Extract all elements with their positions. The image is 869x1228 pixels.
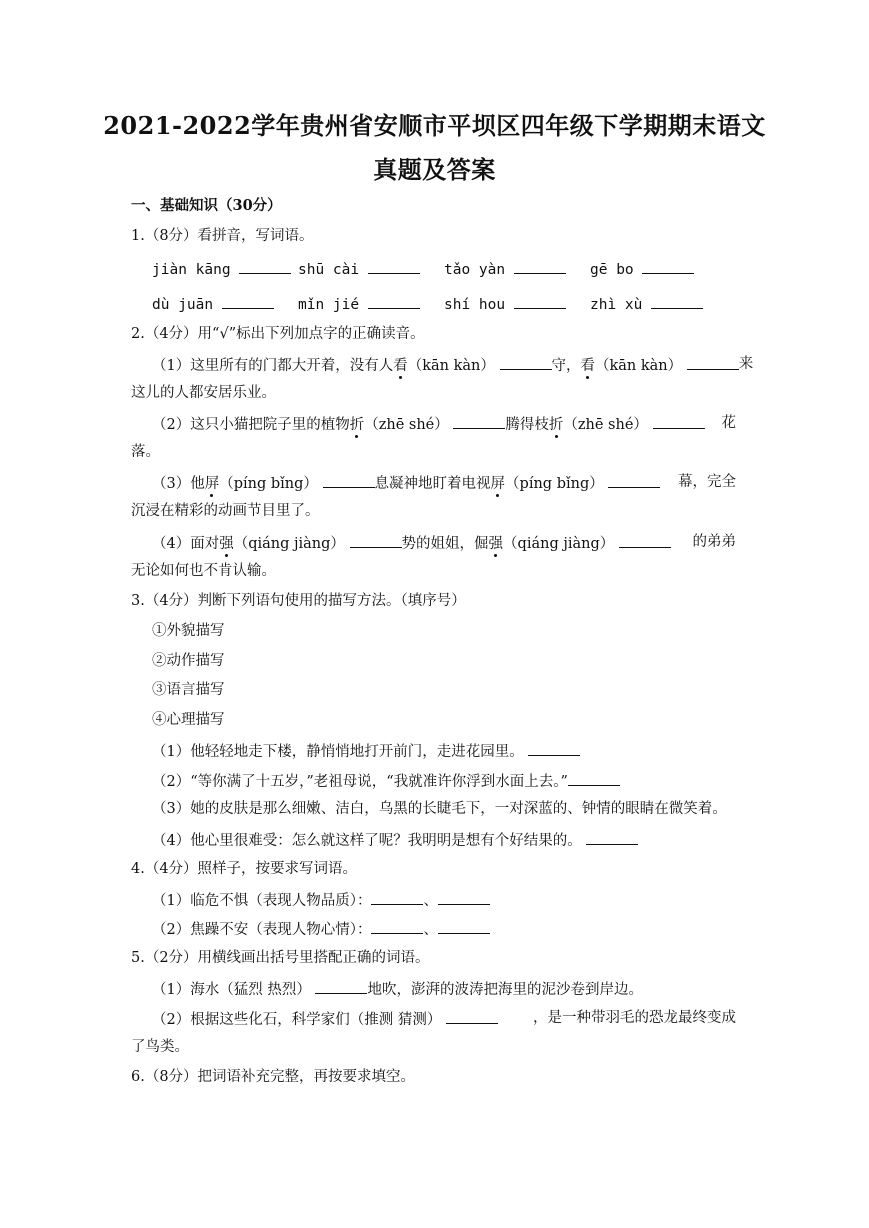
answer-blank[interactable] bbox=[446, 1008, 498, 1024]
answer-blank[interactable] bbox=[371, 918, 423, 934]
answer-blank[interactable] bbox=[222, 293, 274, 309]
option-item: ③语言描写 bbox=[152, 682, 225, 698]
dotted-char: 强 bbox=[219, 536, 234, 552]
answer-blank[interactable] bbox=[608, 472, 660, 488]
pinyin-item: gē bo bbox=[590, 258, 694, 280]
pinyin-item: tǎo yàn bbox=[444, 258, 566, 280]
question-2-stem: 2.（4分）用“√”标出下列加点字的正确读音。 bbox=[131, 326, 425, 342]
pinyin-item: zhì xù bbox=[590, 293, 703, 315]
page-title-line-2: 真题及答案 bbox=[373, 155, 496, 184]
q2-part-1-cont: 这儿的人都安居乐业。 bbox=[131, 385, 276, 401]
answer-blank[interactable] bbox=[239, 258, 291, 274]
answer-blank[interactable] bbox=[651, 293, 703, 309]
q2-part-4: （4）面对强（qiáng jiàng） 势的姐姐，倔强（qiáng jiàng） 的弟弟 bbox=[152, 534, 736, 552]
answer-blank[interactable] bbox=[368, 258, 420, 274]
q2-part-1: （1）这里所有的门都大开着，没有人看（kān kàn） 守，看（kān kàn） 来 bbox=[152, 356, 754, 374]
pinyin-item: dù juān bbox=[152, 293, 274, 315]
answer-blank[interactable] bbox=[514, 258, 566, 274]
option-item: ④心理描写 bbox=[152, 712, 225, 728]
answer-blank[interactable] bbox=[653, 413, 705, 429]
dotted-char: 看 bbox=[580, 358, 595, 374]
answer-blank[interactable] bbox=[350, 532, 402, 548]
answer-blank[interactable] bbox=[514, 293, 566, 309]
pinyin-item: mǐn jié bbox=[298, 293, 420, 315]
answer-blank[interactable] bbox=[586, 829, 638, 845]
answer-blank[interactable] bbox=[438, 889, 490, 905]
question-5-stem: 5.（2分）用横线画出括号里搭配正确的词语。 bbox=[131, 950, 430, 966]
q3-item: （4）他心里很难受：怎么就这样了呢？我明明是想有个好结果的。 bbox=[152, 829, 638, 851]
q4-item: （2）焦躁不安（表现人物心情）： 、 bbox=[152, 918, 490, 940]
answer-blank[interactable] bbox=[453, 413, 505, 429]
pinyin-item: shí hou bbox=[444, 293, 566, 315]
dotted-char: 看 bbox=[393, 358, 408, 374]
option-item: ①外貌描写 bbox=[152, 623, 225, 639]
q3-item: （2）“等你满了十五岁，”老祖母说，“我就准许你浮到水面上去。” bbox=[152, 770, 620, 792]
q2-part-4-cont: 无论如何也不肯认输。 bbox=[131, 563, 276, 579]
option-item: ②动作描写 bbox=[152, 653, 225, 669]
dotted-char: 屏 bbox=[204, 476, 220, 492]
q5-item: （2）根据这些化石，科学家们（推测 猜测） ，是一种带羽毛的恐龙最终变成 bbox=[152, 1010, 736, 1028]
answer-blank[interactable] bbox=[568, 770, 620, 786]
answer-blank[interactable] bbox=[687, 354, 739, 370]
answer-blank[interactable] bbox=[642, 258, 694, 274]
question-4-stem: 4.（4分）照样子，按要求写词语。 bbox=[131, 861, 358, 877]
q4-item: （1）临危不惧（表现人物品质）： 、 bbox=[152, 889, 490, 911]
q2-part-2-cont: 落。 bbox=[131, 444, 160, 460]
answer-blank[interactable] bbox=[323, 472, 375, 488]
dotted-char: 折 bbox=[349, 417, 365, 433]
q2-part-2: （2）这只小猫把院子里的植物折（zhē shé） 腾得枝折（zhē shé） 花 bbox=[152, 415, 736, 433]
section-heading: 一、基础知识（30分） bbox=[131, 197, 282, 214]
dotted-char: 折 bbox=[548, 417, 564, 433]
pinyin-item: jiàn kāng bbox=[152, 258, 291, 280]
q5-item-cont: 了鸟类。 bbox=[131, 1039, 189, 1055]
question-6-stem: 6.（8分）把词语补充完整，再按要求填空。 bbox=[131, 1069, 416, 1085]
answer-blank[interactable] bbox=[528, 740, 580, 756]
dotted-char: 屏 bbox=[490, 476, 506, 492]
answer-blank[interactable] bbox=[368, 293, 420, 309]
answer-blank[interactable] bbox=[500, 354, 552, 370]
answer-blank[interactable] bbox=[438, 918, 490, 934]
q5-item: （1）海水（猛烈 热烈） 地吹，澎湃的波涛把海里的泥沙卷到岸边。 bbox=[152, 978, 643, 1000]
question-3-stem: 3.（4分）判断下列语句使用的描写方法。（填序号） bbox=[131, 593, 466, 609]
answer-blank[interactable] bbox=[371, 889, 423, 905]
q2-part-3-cont: 沉浸在精彩的动画节目里了。 bbox=[131, 503, 320, 519]
page-title-line-1: 2021-2022学年贵州省安顺市平坝区四年级下学期期末语文 bbox=[103, 111, 766, 140]
pinyin-item: shū cài bbox=[298, 258, 420, 280]
question-1-stem: 1.（8分）看拼音，写词语。 bbox=[131, 228, 314, 244]
answer-blank[interactable] bbox=[619, 532, 671, 548]
answer-blank[interactable] bbox=[315, 978, 367, 994]
dotted-char: 强 bbox=[488, 536, 504, 552]
q2-part-3: （3）他屏（píng bǐng） 息凝神地盯着电视屏（píng bǐng） 幕，完全 bbox=[152, 474, 736, 492]
q3-item: （1）他轻轻地走下楼，静悄悄地打开前门，走进花园里。 bbox=[152, 740, 580, 762]
q3-item: （3）她的皮肤是那么细嫩、洁白，乌黑的长睫毛下，一对深蓝的、钟情的眼睛在微笑着。 bbox=[152, 801, 727, 817]
